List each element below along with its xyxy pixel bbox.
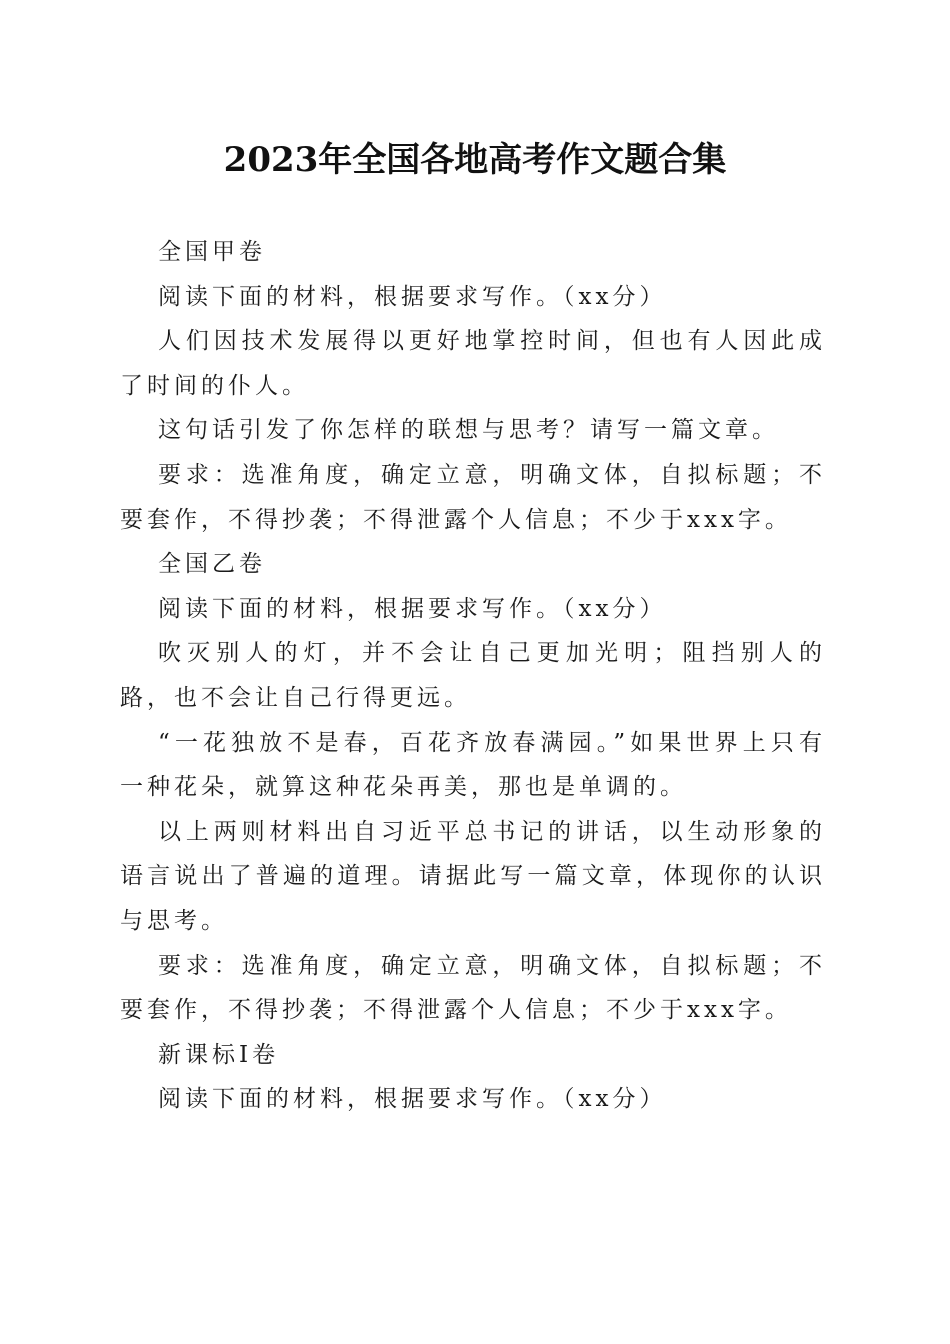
instruction-paragraph: 阅读下面的材料，根据要求写作。（xx分） (158, 283, 667, 310)
requirements-paragraph: 要求：选准角度，确定立意，明确文体，自拟标题；不要套作，不得抄袭；不得泄露个人信息；不少于xxx字。 (120, 952, 826, 1024)
instruction-paragraph: 阅读下面的材料，根据要求写作。（xx分） (158, 595, 667, 622)
material-paragraph: 人们因技术发展得以更好地掌控时间，但也有人因此成了时间的仆人。 (120, 328, 826, 399)
prompt-paragraph: 以上两则材料出自习近平总书记的讲话，以生动形象的语言说出了普遍的道理。请据此写一篇文章，体现你的认识与思考。 (120, 818, 826, 934)
requirements-paragraph: 要求：选准角度，确定立意，明确文体，自拟标题；不要套作，不得抄袭；不得泄露个人信息；不少于xxx字。 (120, 461, 826, 533)
section-heading-national-a: 全国甲卷 (158, 239, 266, 265)
document-title: 2023年全国各地高考作文题合集 (223, 140, 727, 180)
material-paragraph: “一花独放不是春，百花齐放春满园。”如果世界上只有一种花朵，就算这种花朵再美，那也是单调的。 (120, 729, 826, 801)
instruction-paragraph: 阅读下面的材料，根据要求写作。（xx分） (158, 1086, 667, 1113)
prompt-paragraph: 这句话引发了你怎样的联想与思考？请写一篇文章。 (158, 417, 779, 444)
section-heading-national-b: 全国乙卷 (158, 551, 266, 578)
section-heading-new-curriculum-1: 新课标I卷 (158, 1041, 280, 1068)
material-paragraph: 吹灭别人的灯，并不会让自己更加光明；阻挡别人的路，也不会让自己行得更远。 (120, 640, 826, 711)
document-body (120, 230, 826, 1122)
